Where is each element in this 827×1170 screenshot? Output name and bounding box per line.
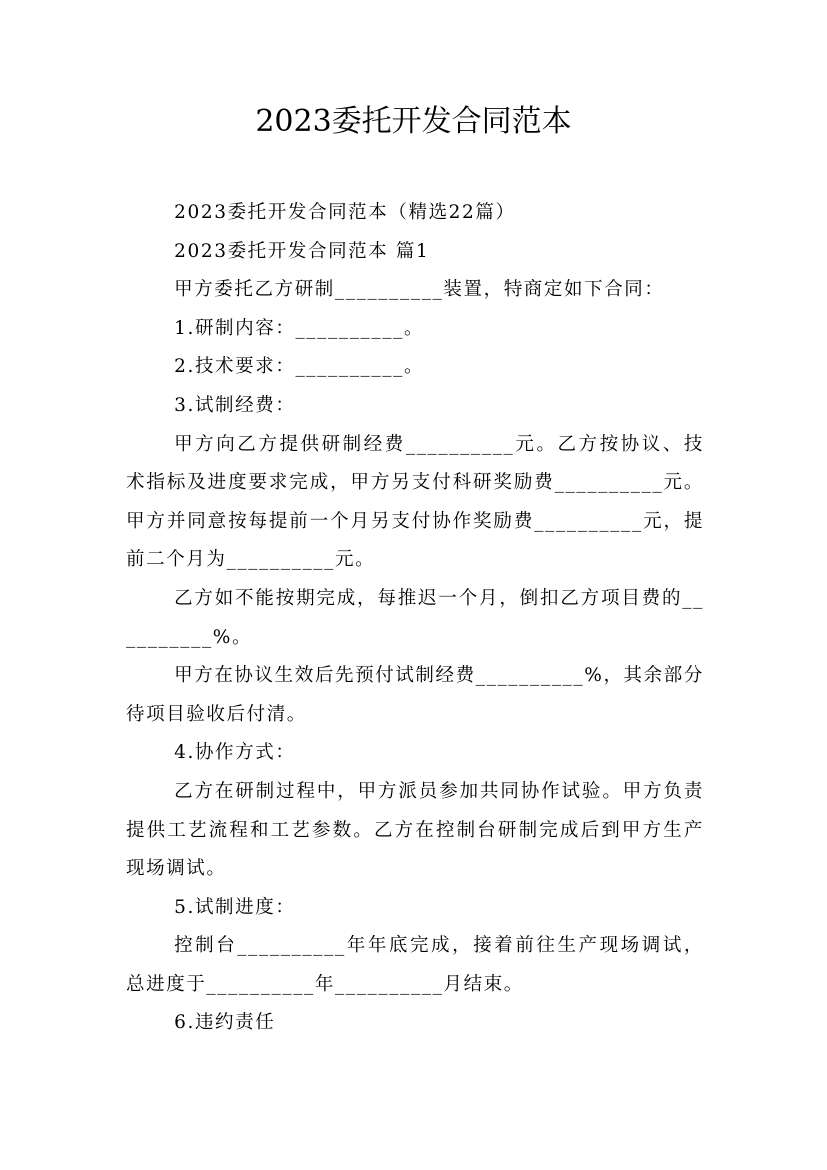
paragraph-intro: 2023委托开发合同范本（精选22篇） <box>174 202 516 223</box>
document-title: 2023委托开发合同范本 <box>255 104 572 139</box>
paragraph-funding: 甲方向乙方提供研制经费__________元。乙方按协议、技术指标及进度要求完成，甲方另支付科研奖励费__________元。甲方并同意按每提前一个月另支付协作奖励费__________元，提前二个月为__________元。 <box>126 433 704 571</box>
paragraph-cooperation: 乙方在研制过程中，甲方派员参加共同协作试验。甲方负责提供工艺流程和工艺参数。乙方在控制台研制完成后到甲方生产现场调试。 <box>126 780 704 880</box>
paragraph-item-5: 5.试制进度： <box>174 896 296 918</box>
paragraph-penalty: 乙方如不能按期完成，每推迟一个月，倒扣乙方项目费的__________%。 <box>126 587 704 648</box>
paragraph-item-4: 4.协作方式： <box>174 742 296 764</box>
paragraph-item-2: 2.技术要求：__________。 <box>174 356 425 378</box>
paragraph-section-heading: 2023委托开发合同范本 篇1 <box>174 240 430 262</box>
paragraph-item-3: 3.试制经费： <box>174 394 296 416</box>
paragraph-item-6: 6.违约责任 <box>174 1012 276 1034</box>
paragraph-item-1: 1.研制内容：__________。 <box>174 317 425 339</box>
document-body <box>126 194 704 1043</box>
paragraph-schedule: 控制台__________年年底完成，接着前往生产现场调试，总进度于__________年__________月结束。 <box>126 935 704 995</box>
paragraph-opening: 甲方委托乙方研制__________装置，特商定如下合同： <box>174 279 665 301</box>
paragraph-prepayment: 甲方在协议生效后先预付试制经费__________%，其余部分待项目验收后付清。 <box>126 665 704 725</box>
